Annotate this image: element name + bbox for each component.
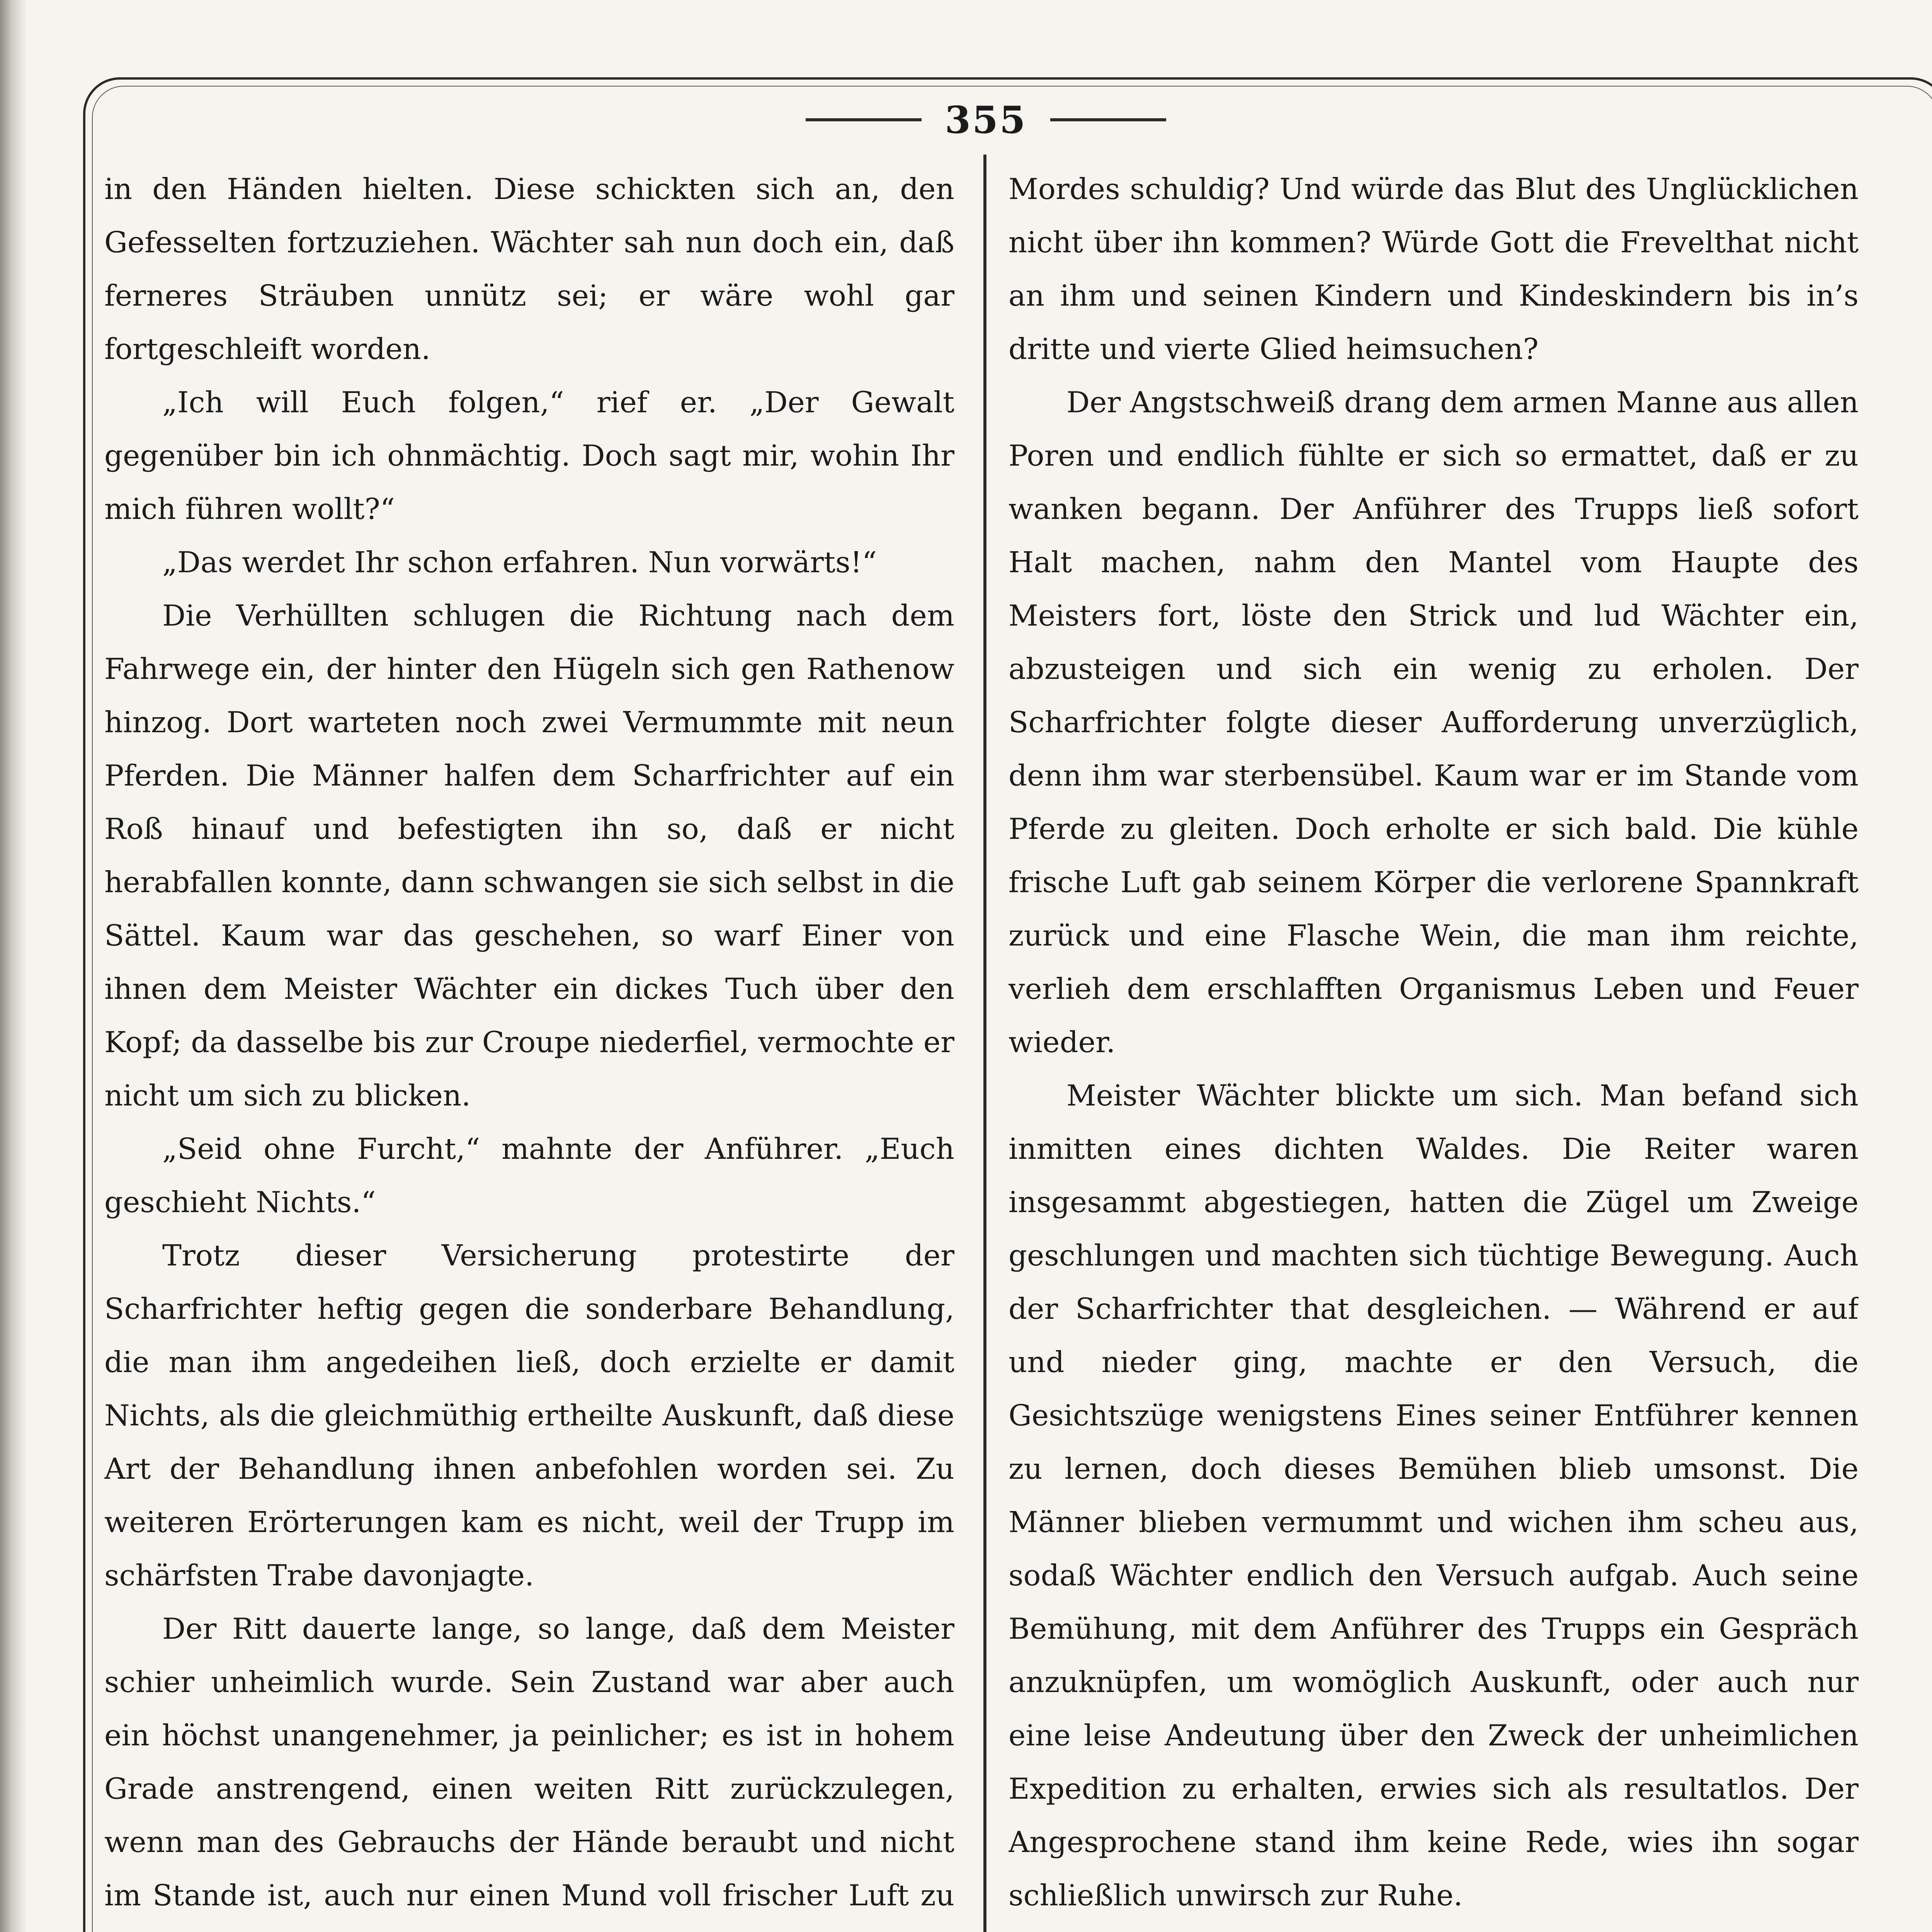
column-divider: [983, 155, 986, 1932]
header-rule-left: [806, 118, 922, 121]
paragraph: Der Angstschweiß drang dem armen Manne aus allen Poren und endlich fühlte er sich so ermattet, daß er zu wanken begann. Der Anführer des Trupps ließ sofort Halt machen, nahm den Mantel vom Haupte des Meisters fort, löste den Strick und lud Wächter ein, abzusteigen und sich ein wenig zu erholen. Der Scharfrichter folgte dieser Aufforderung unverzüglich, denn ihm war sterbensübel. Kaum war er im Stande vom Pferde zu gleiten. Doch erholte er sich bald. Die kühle frische Luft gab seinem Körper die verlorene Spannkraft zurück und eine Flasche Wein, die man ihm reichte, verlieh dem erschlafften Organismus Leben und Feuer wieder.: [1009, 385, 1859, 1059]
paragraph: [1009, 1922, 1859, 1932]
page-header: [0, 97, 1932, 143]
paragraph: Meister Wächter blickte um sich. Man befand sich inmitten eines dichten Waldes. Die Reiter waren insgesammt abgestiegen, hatten die Zügel um Zweige geschlungen und machten sich tüchtige Bewegung. Auch der Scharfrichter that desgleichen. — Während er auf und nieder ging, machte er den Versuch, die Gesichtszüge wenigstens Eines seiner Entführer kennen zu lernen, doch dieses Bemühen blieb umsonst. Die Männer blieben vermummt und wichen ihm scheu aus, sodaß Wächter endlich den Versuch aufgab. Auch seine Bemühung, mit dem Anführer des Trupps ein Gespräch anzuknüpfen, um womöglich Auskunft, oder auch nur eine leise Andeutung über den Zweck der unheimlichen Expedition zu erhalten, erwies sich als resultatlos. Der Angesprochene stand ihm keine Rede, wies ihn sogar schließlich unwirsch zur Ruhe.: [1009, 1078, 1859, 1912]
header-rule-right: [1050, 118, 1166, 121]
left-column: [104, 162, 954, 1932]
paragraph: Trotz dieser Versicherung protestirte der Scharfrichter heftig gegen die sonderbare Behandlung, die man ihm angedeihen ließ, doch erzielte er damit Nichts, als die gleichmüthig ertheilte Auskunft, daß diese Art der Behandlung ihnen anbefohlen worden sei. Zu weiteren Erörterungen kam es nicht, weil der Trupp im schärfsten Trabe davonjagte.: [104, 1238, 954, 1592]
paragraph: Mordes schuldig? Und würde das Blut des Unglücklichen nicht über ihn kommen? Würde Gott die Frevelthat nicht an ihm und seinen Kindern und Kindeskindern bis in’s dritte und vierte Glied heimsuchen?: [1009, 172, 1859, 366]
paragraph: Der Ritt dauerte lange, so lange, daß dem Meister schier unheimlich wurde. Sein Zustand war aber auch ein höchst unangenehmer, ja peinlicher; es ist in hohem Grade anstrengend, einen weiten Ritt zurückzulegen, wenn man des Gebrauchs der Hände beraubt und nicht im Stande ist, auch nur einen Mund voll frischer Luft zu: [104, 1612, 954, 1912]
paragraph: „Seid ohne Furcht,“ mahnte der Anführer. „Euch geschieht Nichts.“: [104, 1132, 954, 1219]
paragraph: „Das werdet Ihr schon erfahren. Nun vorwärts!“: [162, 545, 877, 579]
paragraph: Die Verhüllten schlugen die Richtung nach dem Fahrwege ein, der hinter den Hügeln sich gen Rathenow hinzog. Dort warteten noch zwei Vermummte mit neun Pferden. Die Männer halfen dem Scharfrichter auf ein Roß hinauf und befestigten ihn so, daß er nicht herabfallen konnte, dann schwangen sie sich selbst in die Sättel. Kaum war das geschehen, so warf Einer von ihnen dem Meister Wächter ein dickes Tuch über den Kopf; da dasselbe bis zur Croupe niederfiel, vermochte er nicht um sich zu blicken.: [104, 599, 954, 1112]
right-column: [1009, 162, 1859, 1932]
paragraph: in den Händen hielten. Diese schickten sich an, den Gefesselten fortzuziehen. Wächter sah nun doch ein, daß ferneres Sträuben unnütz sei; er wäre wohl gar fortgeschleift worden.: [104, 172, 954, 366]
paragraph: „Ich will Euch folgen,“ rief er. „Der Gewalt gegenüber bin ich ohnmächtig. Doch sagt mir, wohin Ihr mich führen wollt?“: [104, 385, 954, 526]
page-number: 355: [945, 98, 1027, 142]
